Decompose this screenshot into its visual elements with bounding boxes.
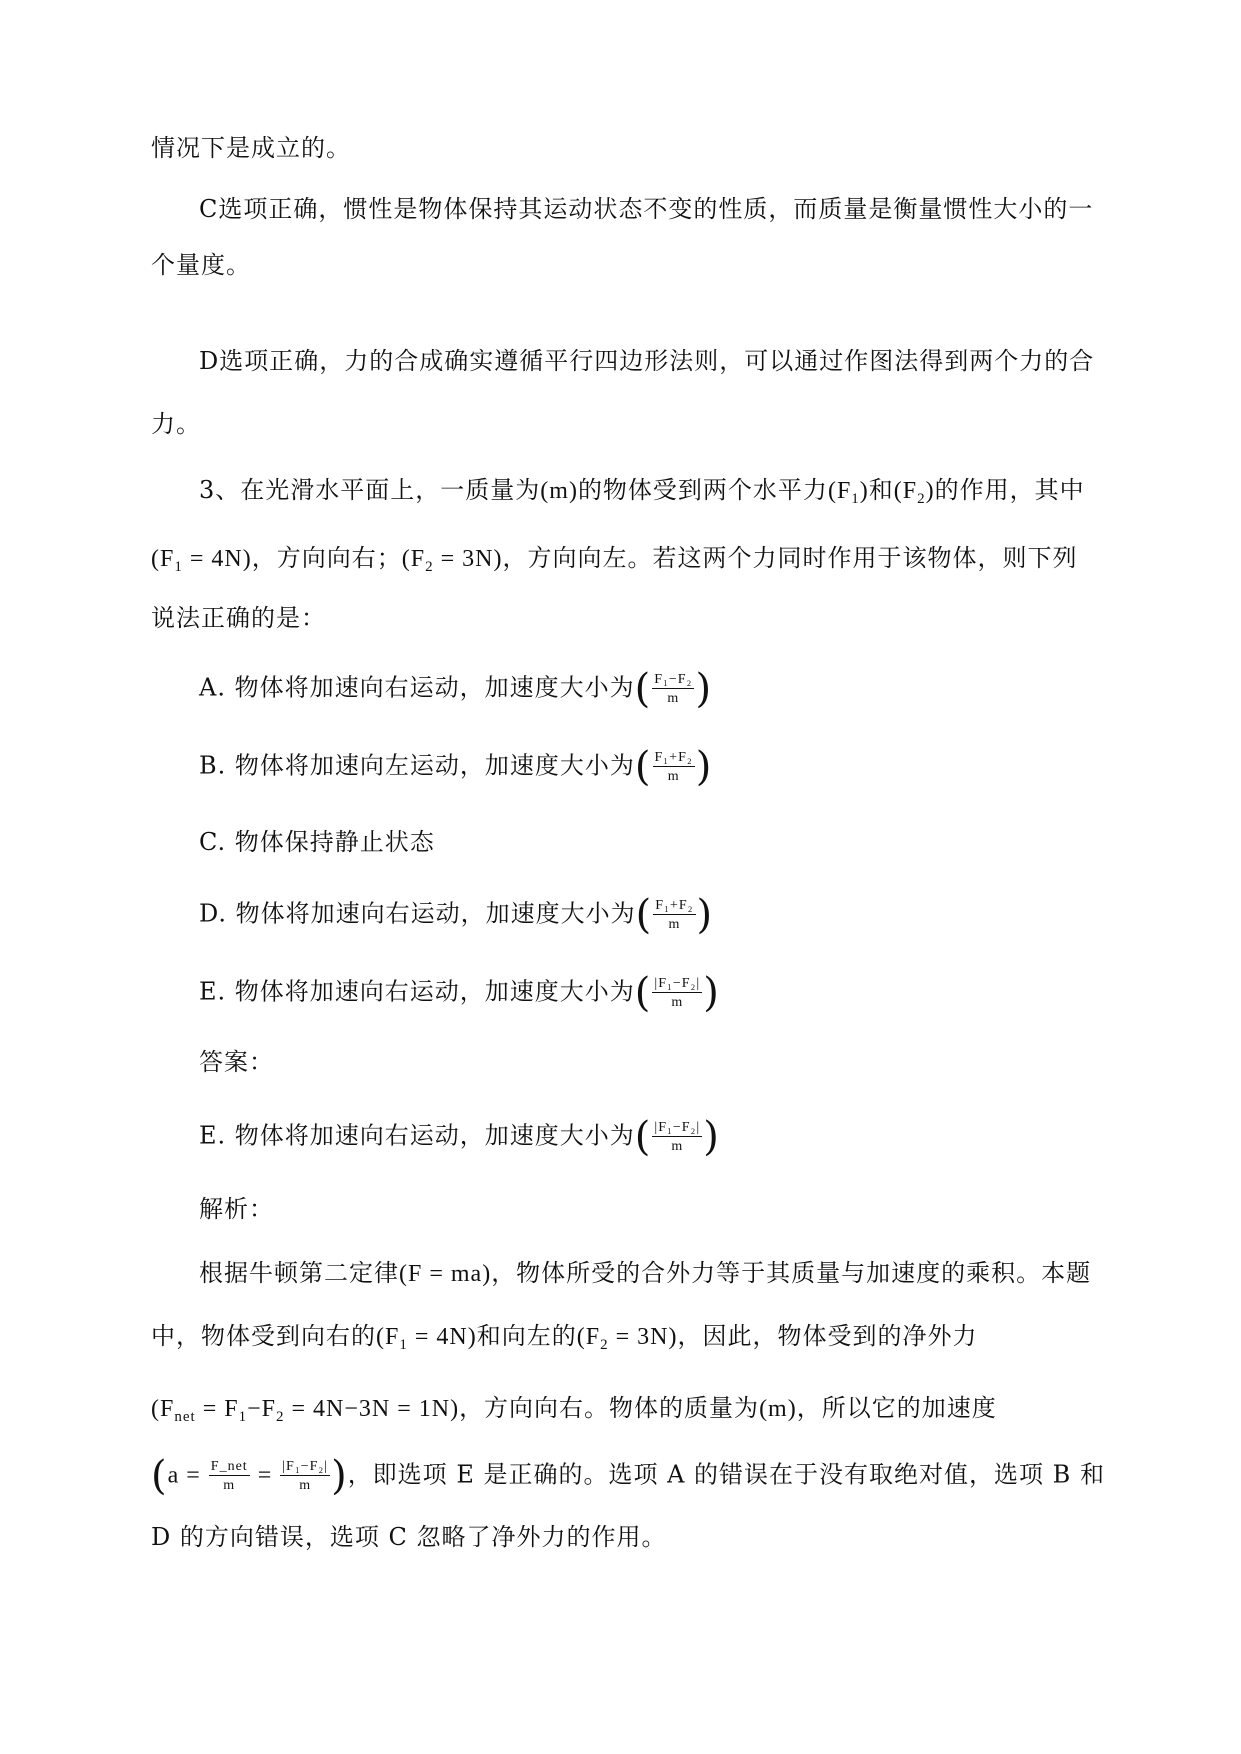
text-line: 情况下是成立的。: [151, 134, 351, 162]
fraction: $\frac{\text{|F₁−F₂|}}{m}$: [654, 976, 701, 1010]
text-line: C选项正确，惯性是物体保持其运动状态不变的性质，而质量是衡量惯性大小的一: [199, 195, 1094, 223]
text-line: 力。: [151, 410, 201, 438]
option-b: B. 物体将加速向左运动，加速度大小为( $\frac{\text{F₁+F₂}}{m}$ ): [199, 744, 713, 790]
fraction: $\frac{\text{F\_net}}{m}$: [210, 1459, 248, 1493]
question-line-3: 说法正确的是：: [151, 604, 326, 632]
answer-text: E. 物体将加速向右运动，加速度大小为( $\frac{\text{|F₁−F₂|}}{m}$ ): [199, 1114, 720, 1160]
text-line: 个量度。: [151, 251, 251, 279]
question-text: 的物体受到两个水平力: [577, 476, 828, 504]
option-c: C. 物体保持静止状态: [199, 828, 435, 856]
question-text: 的作用，其中: [934, 476, 1085, 504]
analysis-line-1: 根据牛顿第二定律(F = ma)，物体所受的合外力等于其质量与加速度的乘积。本题: [199, 1259, 1092, 1287]
analysis-label: 解析：: [199, 1195, 274, 1223]
fraction: $\frac{\text{F₁−F₂}}{m}$: [654, 672, 693, 706]
analysis-line-4: (a = $\frac{\text{F\_net}}{m}$ = $\frac{\text{|F₁−F₂|}}{m}$ )，即选项 E 是正确的。选项 A 的错误在于没有取绝对值，选项 B 和: [151, 1453, 1105, 1499]
math-f2: $(F_2)$: [893, 478, 935, 507]
analysis-line-3: $(F_{net} = F_1-F_2 = 4N-3N = 1N)$，方向向右。物体的质量为(m)，所以它的加速度: [151, 1394, 997, 1425]
option-e: E. 物体将加速向右运动，加速度大小为( $\frac{\text{|F₁−F₂|}}{m}$ ): [199, 970, 720, 1016]
question-line-1: [199, 475, 1085, 506]
question-line-2: [151, 543, 1077, 574]
option-d: D. 物体将加速向右运动，加速度大小为( $\frac{\text{F₁+F₂}}{m}$ ): [199, 892, 714, 938]
analysis-line-2: 中，物体受到向右的$(F_1 = 4N)$和向左的$(F_2 = 3N)$，因此，物体受到的净外力: [151, 1322, 978, 1353]
math-m: (m): [540, 478, 578, 504]
math-f1-value: $(F_1 = 4N)$: [151, 546, 252, 575]
fraction: $\frac{\text{|F₁−F₂|}}{m}$: [282, 1459, 329, 1493]
fraction: $\frac{\text{F₁+F₂}}{m}$: [655, 898, 694, 932]
analysis-line-5: D 的方向错误，选项 C 忽略了净外力的作用。: [151, 1523, 667, 1551]
question-text: ，方向向左。若这两个力同时作用于该物体，则下列: [502, 544, 1078, 572]
question-text: ，方向向右；: [251, 544, 402, 572]
option-a: A. 物体将加速向右运动，加速度大小为( $\frac{\text{F₁−F₂}}{m}$ ): [199, 666, 713, 712]
text-line: D选项正确，力的合成确实遵循平行四边形法则，可以通过作图法得到两个力的合: [199, 347, 1095, 375]
math-f1: $(F_1)$: [827, 478, 869, 507]
question-text: 和: [868, 476, 894, 504]
math-f2-value: $(F_2 = 3N)$: [401, 546, 503, 575]
question-text: 3、在光滑水平面上，一质量为: [199, 476, 541, 504]
fraction: $\frac{\text{F₁+F₂}}{m}$: [654, 750, 693, 784]
fraction: $\frac{\text{|F₁−F₂|}}{m}$: [654, 1120, 701, 1154]
answer-label: 答案：: [199, 1048, 274, 1076]
